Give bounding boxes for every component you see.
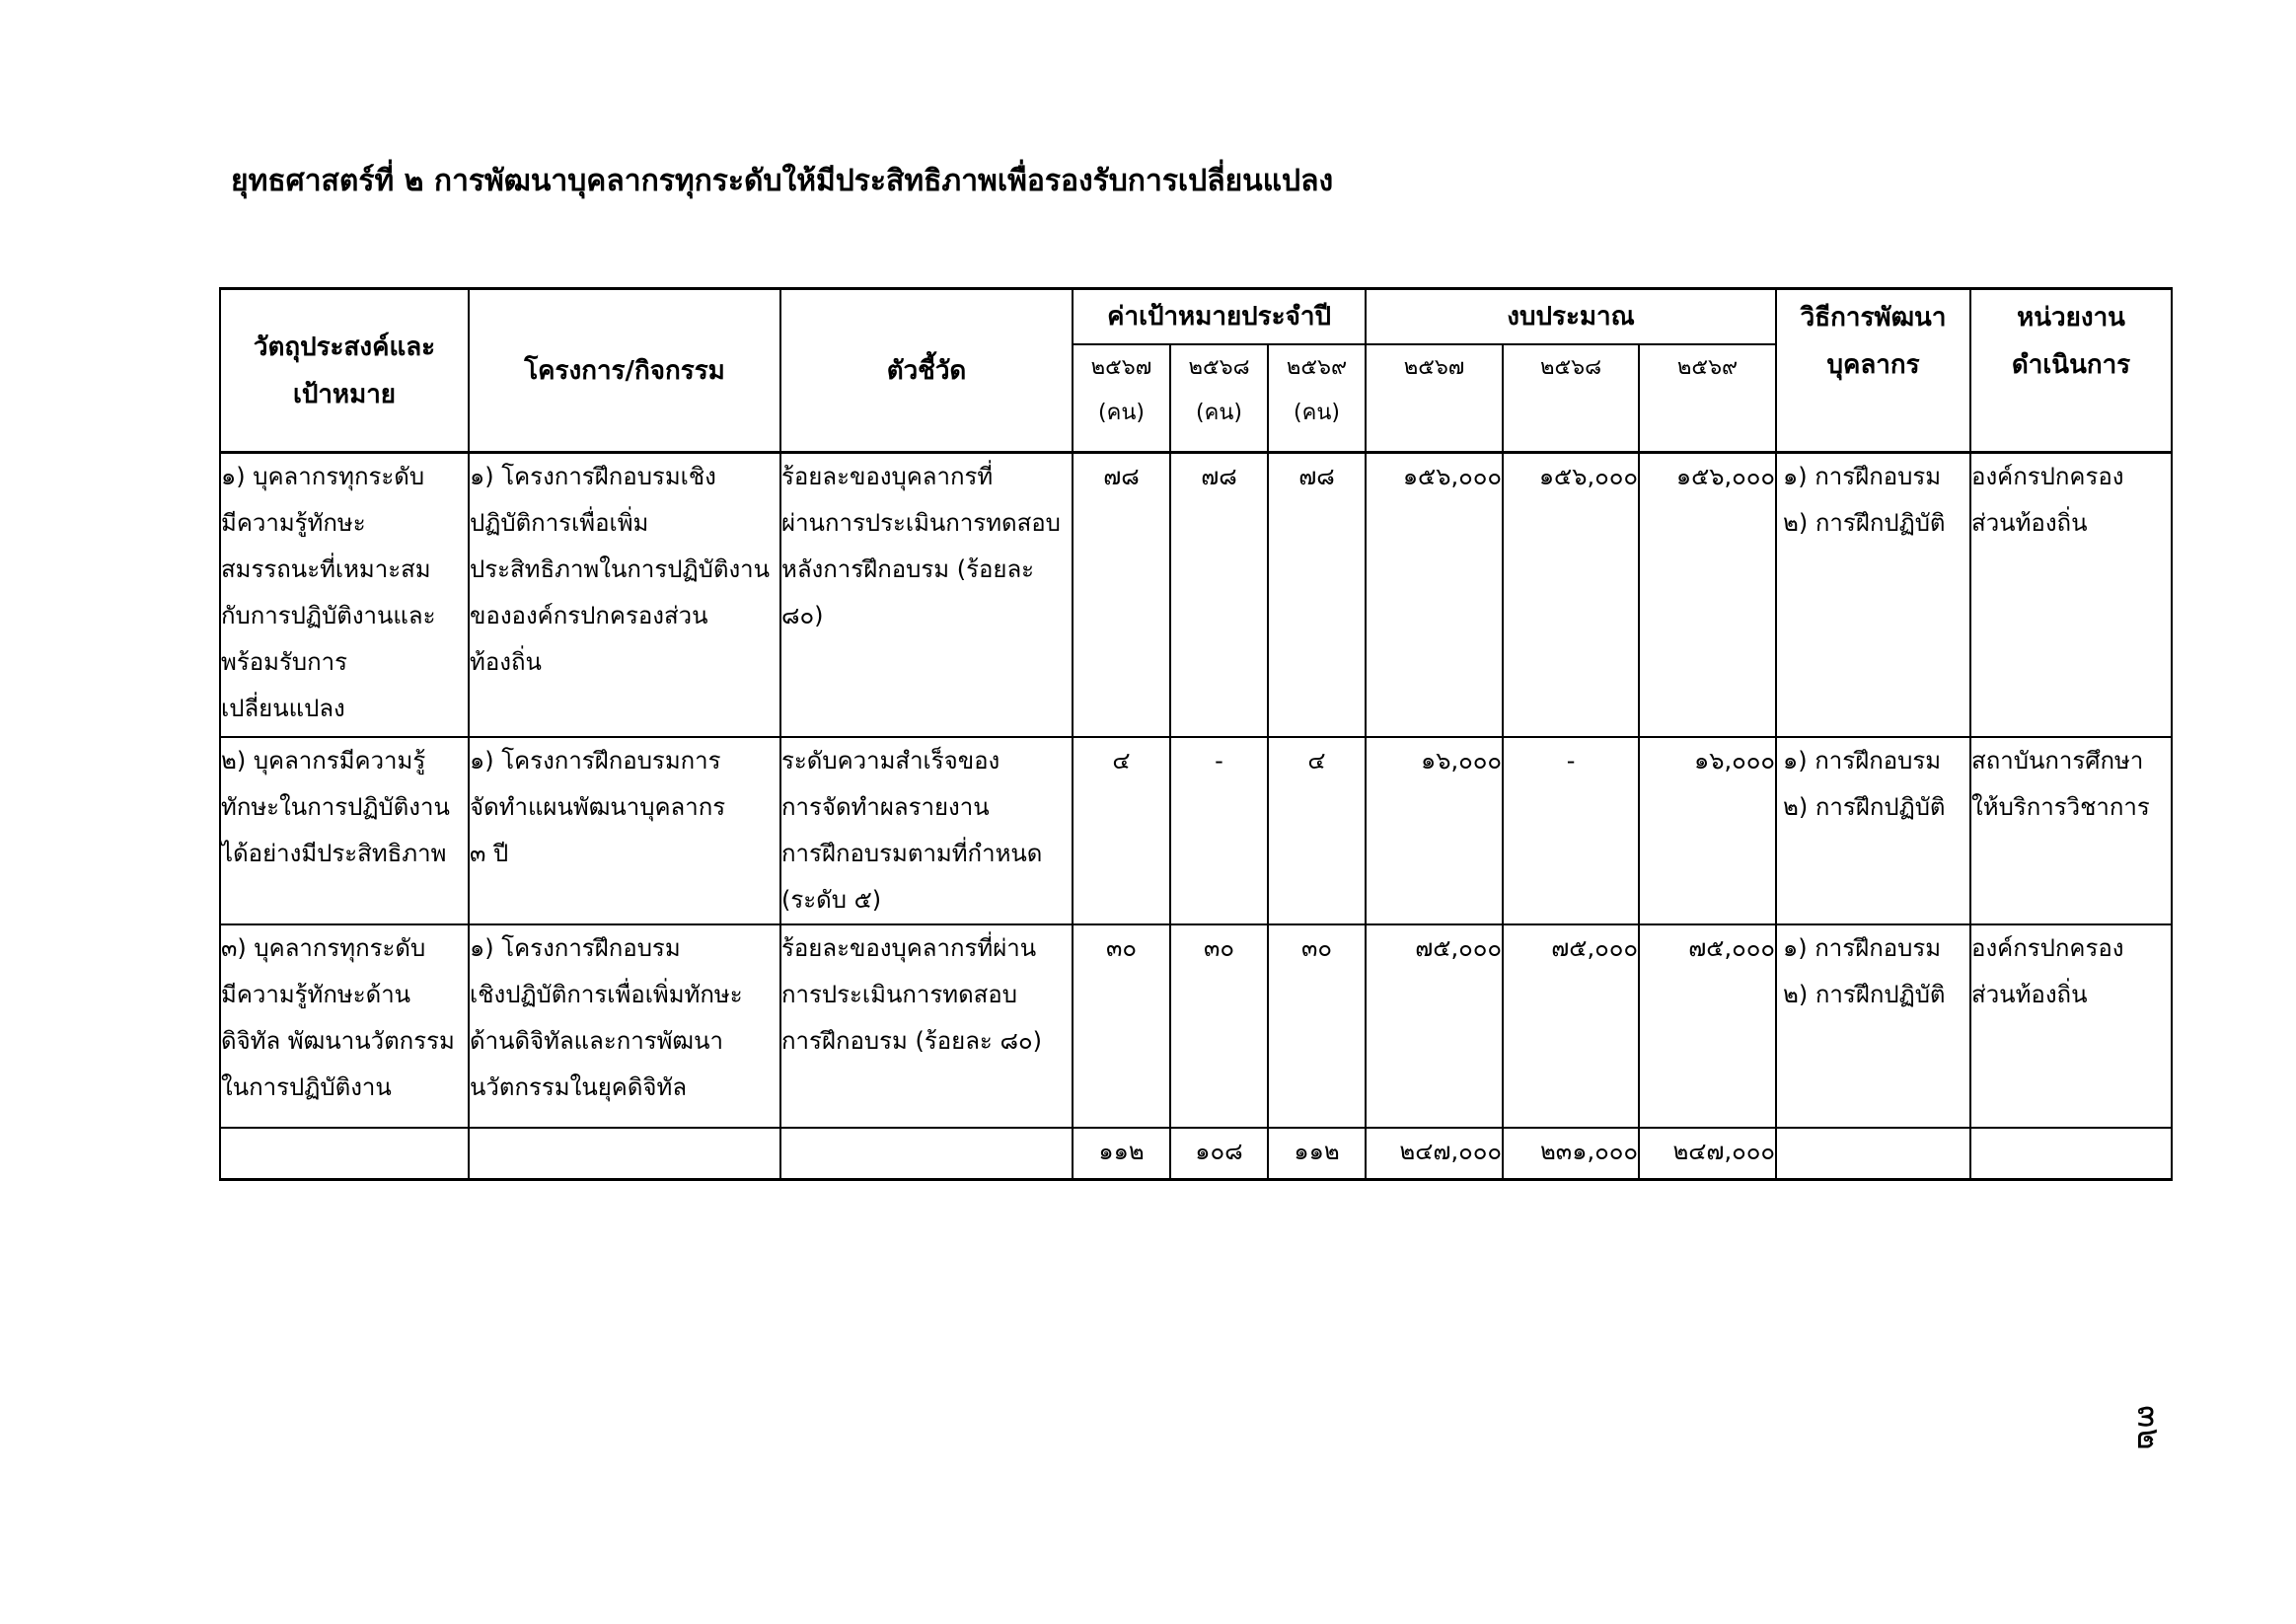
header-budget: งบประมาณ	[1366, 289, 1776, 344]
total-budget: ๒๓๑,๐๐๐	[1503, 1128, 1639, 1180]
budget-value: ๑๕๖,๐๐๐	[1366, 453, 1503, 737]
text-line: ระดับความสำเร็จของ	[781, 746, 1000, 775]
text-line: ๑) การฝึกอบรม	[1783, 746, 1942, 775]
text-line: เชิงปฏิบัติการเพื่อเพิ่มทักษะ	[470, 980, 743, 1008]
text-line: ผ่านการประเมินการทดสอบ	[781, 509, 1061, 537]
header-method	[1776, 289, 1970, 453]
objective-cell	[220, 737, 469, 924]
text-line: ร้อยละของบุคลากรที่ผ่าน	[781, 933, 1037, 962]
text-line: องค์กรปกครอง	[1971, 933, 2124, 962]
text-line: การประเมินการทดสอบ	[781, 980, 1017, 1008]
agency-cell	[1970, 453, 2172, 737]
empty-cell	[1776, 1128, 1970, 1180]
target-value: -	[1170, 737, 1268, 924]
text-line: การจัดทำผลรายงาน	[781, 792, 990, 821]
text-line: ๒) การฝึกปฏิบัติ	[1783, 980, 1946, 1008]
text-line: ด้านดิจิทัลและการพัฒนา	[470, 1026, 723, 1055]
text-line: หลังการฝึกอบรม (ร้อยละ	[781, 555, 1035, 583]
text-line: ในการปฏิบัติงาน	[221, 1072, 392, 1101]
budget-value: -	[1503, 737, 1639, 924]
indicator-cell	[780, 737, 1073, 924]
text-line: ร้อยละของบุคลากรที่	[781, 463, 994, 490]
text-line: ๑) บุคลากรทุกระดับ	[221, 463, 425, 490]
target-year-label: ๒๕๖๘	[1188, 354, 1250, 380]
total-target: ๑๑๒	[1073, 1128, 1170, 1180]
text-line: ๑) โครงการฝึกอบรมเชิง	[470, 463, 716, 490]
text-line: การฝึกอบรมตามที่กำหนด	[781, 839, 1043, 867]
text-line: ได้อย่างมีประสิทธิภาพ	[221, 839, 447, 867]
empty-cell	[220, 1128, 469, 1180]
text-line: มีความรู้ทักษะ	[221, 509, 366, 537]
header-budget-year	[1639, 344, 1776, 453]
header-target: ค่าเป้าหมายประจำปี	[1073, 289, 1366, 344]
target-value: ๓๐	[1268, 924, 1366, 1128]
header-target-year	[1170, 344, 1268, 453]
budget-value: ๑๖,๐๐๐	[1366, 737, 1503, 924]
text-line: ส่วนท้องถิ่น	[1971, 980, 2088, 1008]
target-value: ๓๐	[1170, 924, 1268, 1128]
text-line: พร้อมรับการ	[221, 648, 347, 676]
budget-year-label: ๒๕๖๗	[1403, 354, 1465, 380]
text-line: ๘๐)	[781, 602, 824, 629]
budget-value: ๗๕,๐๐๐	[1639, 924, 1776, 1128]
objective-cell	[220, 924, 469, 1128]
project-cell	[469, 924, 780, 1128]
text-line: สถาบันการศึกษา	[1971, 746, 2144, 775]
method-cell	[1776, 924, 1970, 1128]
text-line: ๓) บุคลากรทุกระดับ	[221, 933, 426, 962]
budget-value: ๑๖,๐๐๐	[1639, 737, 1776, 924]
header-method-line: บุคลากร	[1826, 350, 1920, 380]
text-line: สมรรถนะที่เหมาะสม	[221, 555, 431, 583]
target-year-unit: (คน)	[1294, 400, 1340, 425]
text-line: ทักษะในการปฏิบัติงาน	[221, 792, 450, 821]
target-year-label: ๒๕๖๗	[1090, 354, 1152, 380]
total-target: ๑๐๘	[1170, 1128, 1268, 1180]
header-target-year	[1073, 344, 1170, 453]
text-line: มีความรู้ทักษะด้าน	[221, 980, 411, 1008]
text-line: ขององค์กรปกครองส่วน	[470, 602, 708, 629]
text-line: ท้องถิ่น	[470, 648, 542, 676]
method-cell	[1776, 737, 1970, 924]
total-budget: ๒๔๗,๐๐๐	[1639, 1128, 1776, 1180]
text-line: ดิจิทัล พัฒนานวัตกรรม	[221, 1026, 455, 1055]
text-line: (ระดับ ๕)	[781, 885, 882, 914]
text-line: จัดทำแผนพัฒนาบุคลากร	[470, 792, 726, 821]
target-value: ๓๐	[1073, 924, 1170, 1128]
budget-year-label: ๒๕๖๙	[1676, 354, 1739, 380]
text-line: ๑) การฝึกอบรม	[1783, 463, 1942, 490]
total-budget: ๒๔๗,๐๐๐	[1366, 1128, 1503, 1180]
budget-value: ๗๕,๐๐๐	[1366, 924, 1503, 1128]
target-value: ๗๘	[1268, 453, 1366, 737]
header-budget-year	[1366, 344, 1503, 453]
text-line: เปลี่ยนแปลง	[221, 695, 345, 722]
target-value: ๗๘	[1170, 453, 1268, 737]
text-line: ๒) บุคลากรมีความรู้	[221, 746, 426, 775]
header-agency-line: ดำเนินการ	[2011, 350, 2131, 380]
header-agency-line: หน่วยงาน	[2017, 303, 2125, 332]
text-line: นวัตกรรมในยุคดิจิทัล	[470, 1072, 688, 1101]
project-cell	[469, 737, 780, 924]
indicator-cell	[780, 924, 1073, 1128]
strategy-table	[219, 287, 2173, 1181]
target-value: ๔	[1268, 737, 1366, 924]
text-line: ๑) โครงการฝึกอบรม	[470, 933, 681, 962]
target-year-label: ๒๕๖๙	[1286, 354, 1348, 380]
text-line: ให้บริการวิชาการ	[1971, 792, 2150, 821]
table-row	[220, 924, 2172, 1128]
agency-cell	[1970, 737, 2172, 924]
target-value: ๗๘	[1073, 453, 1170, 737]
text-line: องค์กรปกครอง	[1971, 463, 2124, 490]
text-line: ปฏิบัติการเพื่อเพิ่ม	[470, 509, 649, 537]
text-line: ๑) การฝึกอบรม	[1783, 933, 1942, 962]
text-line: ส่วนท้องถิ่น	[1971, 509, 2088, 537]
text-line: ๓ ปี	[470, 839, 509, 867]
header-indicator: ตัวชี้วัด	[780, 289, 1073, 453]
budget-value: ๑๕๖,๐๐๐	[1503, 453, 1639, 737]
table-row	[220, 453, 2172, 737]
text-line: ๒) การฝึกปฏิบัติ	[1783, 792, 1946, 821]
text-line: ประสิทธิภาพในการปฏิบัติงาน	[470, 555, 771, 583]
total-target: ๑๑๒	[1268, 1128, 1366, 1180]
text-line: กับการปฏิบัติงานและ	[221, 602, 436, 629]
header-agency	[1970, 289, 2172, 453]
empty-cell	[469, 1128, 780, 1180]
objective-cell	[220, 453, 469, 737]
page-title: ยุทธศาสตร์ที่ ๒ การพัฒนาบุคลากรทุกระดับให้มีประสิทธิภาพเพื่อรองรับการเปลี่ยนแปลง	[231, 164, 1334, 198]
header-target-year	[1268, 344, 1366, 453]
project-cell	[469, 453, 780, 737]
budget-value: ๑๕๖,๐๐๐	[1639, 453, 1776, 737]
budget-value: ๗๕,๐๐๐	[1503, 924, 1639, 1128]
text-line: การฝึกอบรม (ร้อยละ ๘๐)	[781, 1026, 1042, 1055]
method-cell	[1776, 453, 1970, 737]
header-objective-line: วัตถุประสงค์และ	[253, 332, 436, 362]
text-line: ๒) การฝึกปฏิบัติ	[1783, 509, 1946, 537]
indicator-cell	[780, 453, 1073, 737]
target-year-unit: (คน)	[1098, 400, 1145, 425]
empty-cell	[780, 1128, 1073, 1180]
header-objective-line: เป้าหมาย	[292, 379, 397, 409]
header-budget-year	[1503, 344, 1639, 453]
page-number: ๓๒	[2128, 1405, 2169, 1450]
header-objective	[220, 289, 469, 453]
empty-cell	[1970, 1128, 2172, 1180]
agency-cell	[1970, 924, 2172, 1128]
totals-row	[220, 1128, 2172, 1180]
target-year-unit: (คน)	[1196, 400, 1242, 425]
text-line: ๑) โครงการฝึกอบรมการ	[470, 746, 721, 775]
budget-year-label: ๒๕๖๘	[1539, 354, 1602, 380]
header-method-line: วิธีการพัฒนา	[1800, 303, 1947, 332]
header-project: โครงการ/กิจกรรม	[469, 289, 780, 453]
table-row	[220, 737, 2172, 924]
target-value: ๔	[1073, 737, 1170, 924]
